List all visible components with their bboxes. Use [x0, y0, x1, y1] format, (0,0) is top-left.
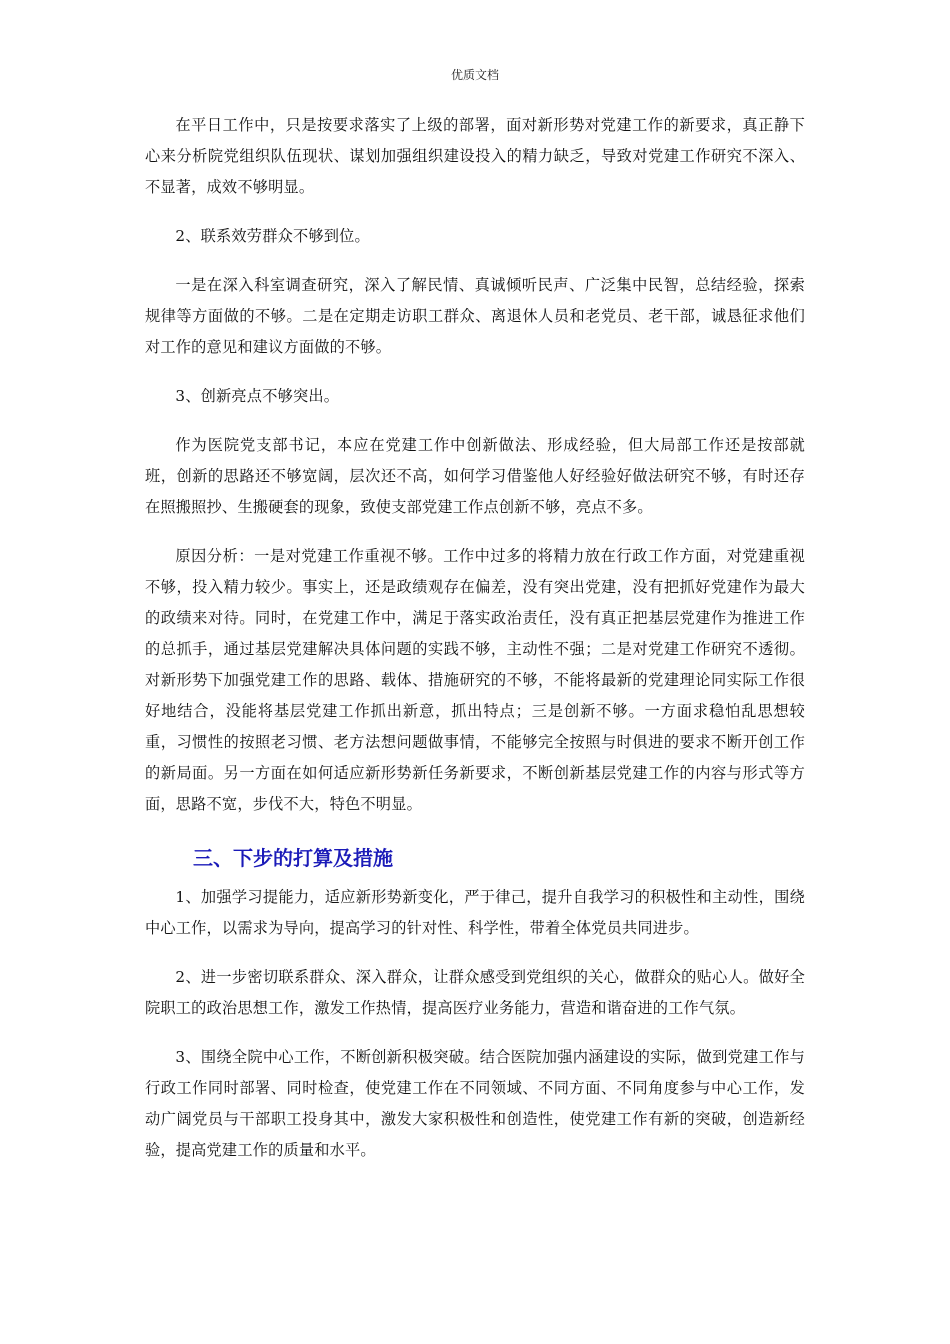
paragraph: 原因分析：一是对党建工作重视不够。工作中过多的将精力放在行政工作方面，对党建重视不够，投入精力较少。事实上，还是政绩观存在偏差，没有突出党建，没有把抓好党建作为最大的政绩来对待。同时，在党建工作中，满足于落实政治责任，没有真正把基层党建作为推进工作的总抓手，通过基层党建解决具体问题的实践不够，主动性不强；二是对党建工作研究不透彻。对新形势下加强党建工作的思路、载体、措施研究的不够，不能将最新的党建理论同实际工作很好地结合，没能将基层党建工作抓出新意，抓出特点；三是创新不够。一方面求稳怕乱思想较重，习惯性的按照老习惯、老方法想问题做事情，不能够完全按照与时俱进的要求不断开创工作的新局面。另一方面在如何适应新形势新任务新要求，不断创新基层党建工作的内容与形式等方面，思路不宽，步伐不大，特色不明显。 — [145, 547, 805, 813]
paragraph: 2、联系效劳群众不够到位。 — [175, 227, 370, 245]
page-header: 优质文档 — [450, 68, 499, 82]
paragraph: 在平日工作中，只是按要求落实了上级的部署，面对新形势对党建工作的新要求，真正静下心来分析院党组织队伍现状、谋划加强组织建设投入的精力缺乏，导致对党建工作研究不深入、不显著，成效不够明显。 — [145, 116, 805, 196]
document-body — [145, 110, 805, 1184]
paragraph: 3、围绕全院中心工作，不断创新积极突破。结合医院加强内涵建设的实际，做到党建工作与行政工作同时部署、同时检查，使党建工作在不同领域、不同方面、不同角度参与中心工作，发动广阔党员与干部职工投身其中，激发大家积极性和创造性，使党建工作有新的突破，创造新经验，提高党建工作的质量和水平。 — [145, 1048, 805, 1159]
paragraph: 1、加强学习提能力，适应新形势新变化，严于律己，提升自我学习的积极性和主动性，围绕中心工作，以需求为导向，提高学习的针对性、科学性，带着全体党员共同进步。 — [145, 888, 805, 937]
section-heading: 三、下步的打算及措施 — [193, 846, 393, 870]
paragraph: 2、进一步密切联系群众、深入群众，让群众感受到党组织的关心，做群众的贴心人。做好全院职工的政治思想工作，激发工作热情，提高医疗业务能力，营造和谐奋进的工作气氛。 — [145, 968, 805, 1017]
paragraph: 作为医院党支部书记，本应在党建工作中创新做法、形成经验，但大局部工作还是按部就班，创新的思路还不够宽阔，层次还不高，如何学习借鉴他人好经验好做法研究不够，有时还存在照搬照抄、生搬硬套的现象，致使支部党建工作点创新不够，亮点不多。 — [145, 436, 805, 516]
paragraph: 3、创新亮点不够突出。 — [175, 387, 340, 405]
paragraph: 一是在深入科室调查研究，深入了解民情、真诚倾听民声、广泛集中民智，总结经验，探索规律等方面做的不够。二是在定期走访职工群众、离退休人员和老党员、老干部，诚恳征求他们对工作的意见和建议方面做的不够。 — [145, 276, 805, 356]
